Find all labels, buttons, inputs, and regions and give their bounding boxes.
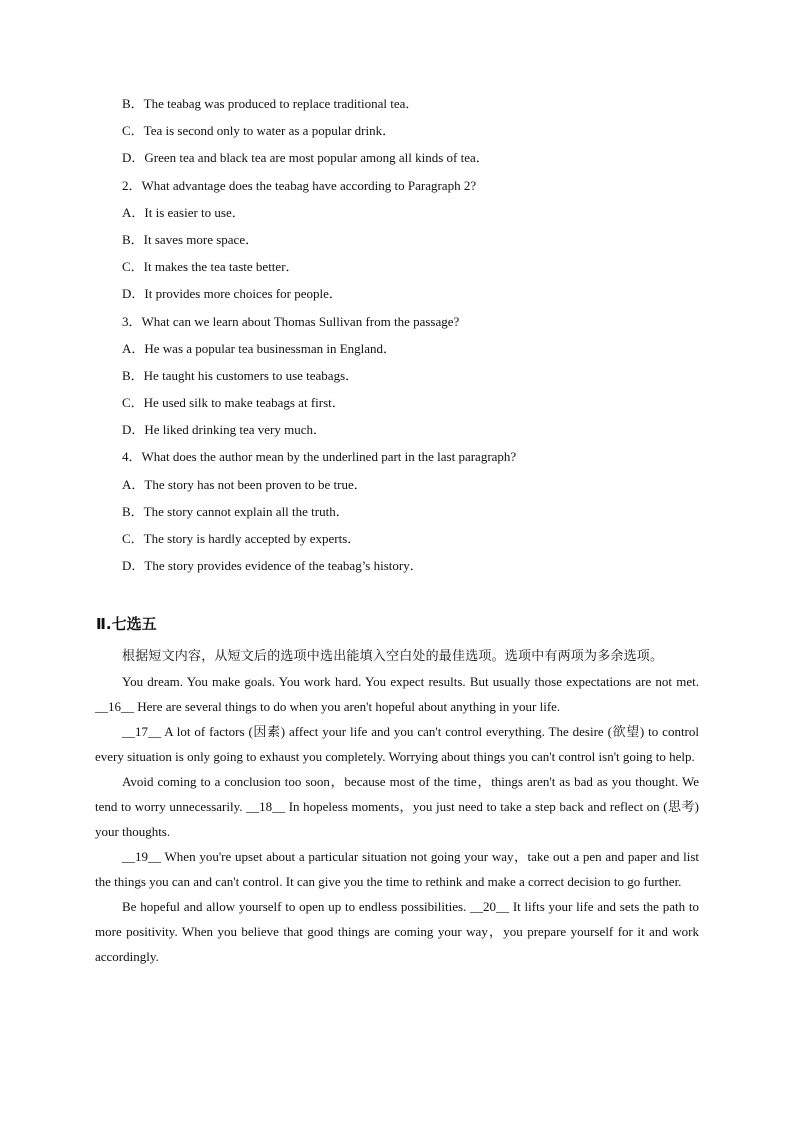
question-line: 3．What can we learn about Thomas Sullivan from the passage? <box>122 313 460 329</box>
option-line: A．It is easier to use． <box>122 204 245 220</box>
question-line: 4．What does the author mean by the underlined part in the last paragraph? <box>122 449 517 465</box>
option-line: D．He liked drinking tea very much． <box>122 422 326 438</box>
option-line: C．It makes the tea taste better． <box>122 259 299 275</box>
passage-paragraph: __17__ A lot of factors (因素) affect your life and you can't control everything. The desire (欲望) to control every situation is only going to exhaust you completely. Worrying about things you can't control isn't going to help. <box>95 724 699 764</box>
option-line: B．The teabag was produced to replace traditional tea． <box>122 96 419 111</box>
passage-paragraph: You dream. You make goals. You work hard. You expect results. But usually those expectations are not met. __16__ Here are several things to do when you aren't hopeful about anything in your life. <box>95 674 699 714</box>
option-line: D．The story provides evidence of the teabag’s history． <box>122 558 423 574</box>
option-line: B．The story cannot explain all the truth． <box>122 503 349 519</box>
option-line: B．It saves more space． <box>122 231 259 247</box>
instruction-text: 根据短文内容，从短文后的选项中选出能填入空白处的最佳选项。选项中有两项为多余选项。 <box>122 649 664 664</box>
section-title: Ⅱ.七选五 <box>96 615 157 633</box>
option-line: B．He taught his customers to use teabags． <box>122 367 359 383</box>
passage-paragraph: __19__ When you're upset about a particular situation not going your way，take out a pen and paper and list the things you can and can't control. It can give you the time to rethink and make a correct decision to go further. <box>95 849 699 889</box>
passage-paragraph: Avoid coming to a conclusion too soon，because most of the time，things aren't as bad as you thought. We tend to worry unnecessarily. __18__ In hopeless moments，you just need to take a step back and reflect on (思考) your thoughts. <box>95 774 699 839</box>
option-line: A．The story has not been proven to be true． <box>122 476 367 492</box>
option-line: C．He used silk to make teabags at first． <box>122 395 345 411</box>
reading-passage <box>95 644 699 969</box>
option-line: D．It provides more choices for people． <box>122 286 342 302</box>
option-line: C．The story is hardly accepted by experts． <box>122 531 361 546</box>
option-line: A．He was a popular tea businessman in England． <box>122 340 397 356</box>
passage-paragraph: Be hopeful and allow yourself to open up to endless possibilities. __20__ It lifts your life and sets the path to more positivity. When you believe that good things are coming your way，you prepare yourself for it and work accordingly. <box>95 899 699 964</box>
option-line: C．Tea is second only to water as a popular drink． <box>122 123 396 139</box>
question-options <box>122 95 722 584</box>
option-line: D．Green tea and black tea are most popular among all kinds of tea． <box>122 150 489 166</box>
question-line: 2．What advantage does the teabag have according to Paragraph 2? <box>122 177 477 193</box>
